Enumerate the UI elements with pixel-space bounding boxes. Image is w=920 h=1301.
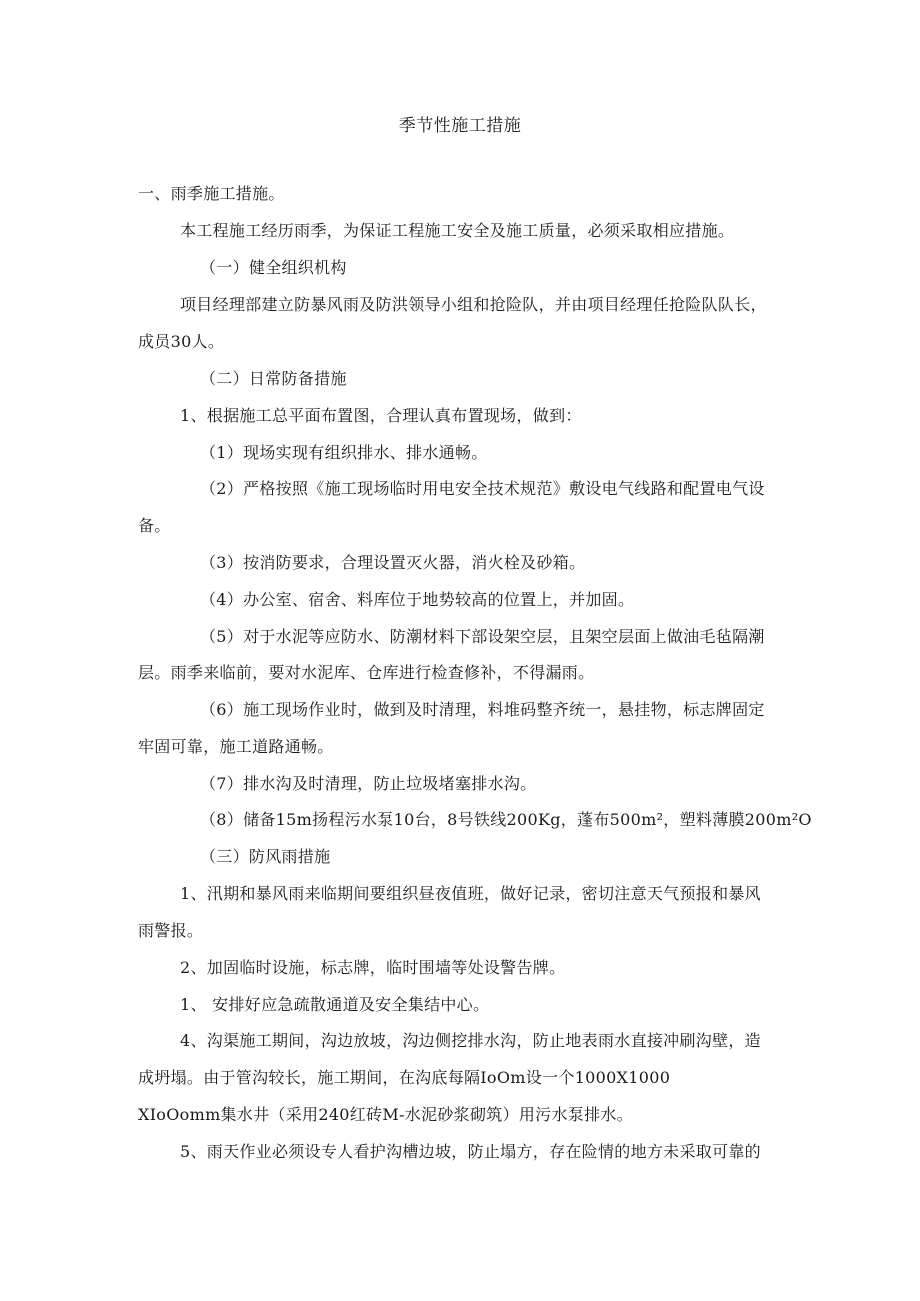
- paragraph-line: 1、汛期和暴风雨来临期间要组织昼夜值班，做好记录，密切注意天气预报和暴风: [180, 884, 761, 903]
- list-item: （8）储备15m扬程污水泵10台，8号铁线200Kg，蓬布500m²，塑料薄膜200m²O: [200, 810, 812, 829]
- document-title: 季节性施工措施: [398, 116, 522, 136]
- list-item: （6）施工现场作业时，做到及时清理，料堆码整齐统一，悬挂物，标志牌固定: [200, 700, 765, 719]
- paragraph-line: 雨警报。: [138, 921, 204, 940]
- list-item: （7）排水沟及时清理，防止垃圾堵塞排水沟。: [200, 774, 537, 793]
- section-heading-rainy-season: 一、雨季施工措施。: [138, 184, 285, 203]
- paragraph-line: 本工程施工经历雨季，为保证工程施工安全及施工质量，必须采取相应措施。: [180, 221, 735, 240]
- paragraph-line: 项目经理部建立防暴风雨及防洪领导小组和抢险队，并由项目经理任抢险队队长，: [180, 295, 767, 314]
- list-item: （4）办公室、宿舍、料库位于地势较高的位置上，并加固。: [200, 590, 635, 609]
- paragraph-line: 5、雨天作业必须设专人看护沟槽边坡，防止塌方，存在险情的地方未采取可靠的: [180, 1142, 761, 1161]
- paragraph-line: 层。雨季来临前，要对水泥库、仓库进行检查修补，不得漏雨。: [138, 663, 595, 682]
- paragraph-line: 1、根据施工总平面布置图，合理认真布置现场，做到：: [180, 406, 582, 425]
- list-item: （2）严格按照《施工现场临时用电安全技术规范》敷设电气线路和配置电气设: [200, 479, 765, 498]
- paragraph-line: 2、加固临时设施，标志牌，临时围墙等处设警告牌。: [180, 958, 566, 977]
- list-item: （5）对于水泥等应防水、防潮材料下部设架空层，且架空层面上做油毛毡隔潮: [200, 627, 765, 646]
- paragraph-line: 成坍塌。由于管沟较长，施工期间，在沟底每隔IoOm设一个1000X1000: [138, 1068, 671, 1087]
- paragraph-line: XIoOomm集水井（采用240红砖M-水泥砂浆砌筑）用污水泵排水。: [138, 1105, 633, 1124]
- subsection-heading: （二）日常防备措施: [200, 369, 347, 388]
- paragraph-line: 成员30人。: [138, 332, 225, 351]
- subsection-heading: （一）健全组织机构: [200, 258, 347, 277]
- paragraph-line: 牢固可靠，施工道路通畅。: [138, 737, 334, 756]
- list-item: （1）现场实现有组织排水、排水通畅。: [200, 443, 488, 462]
- paragraph-line: 备。: [138, 516, 171, 535]
- paragraph-line: 1、 安排好应急疏散通道及安全集结中心。: [180, 995, 490, 1014]
- subsection-heading: （三）防风雨措施: [200, 847, 331, 866]
- paragraph-line: 4、沟渠施工期间，沟边放坡，沟边侧挖排水沟，防止地表雨水直接冲刷沟壁，造: [180, 1031, 761, 1050]
- list-item: （3）按消防要求，合理设置灭火器，消火栓及砂箱。: [200, 553, 586, 572]
